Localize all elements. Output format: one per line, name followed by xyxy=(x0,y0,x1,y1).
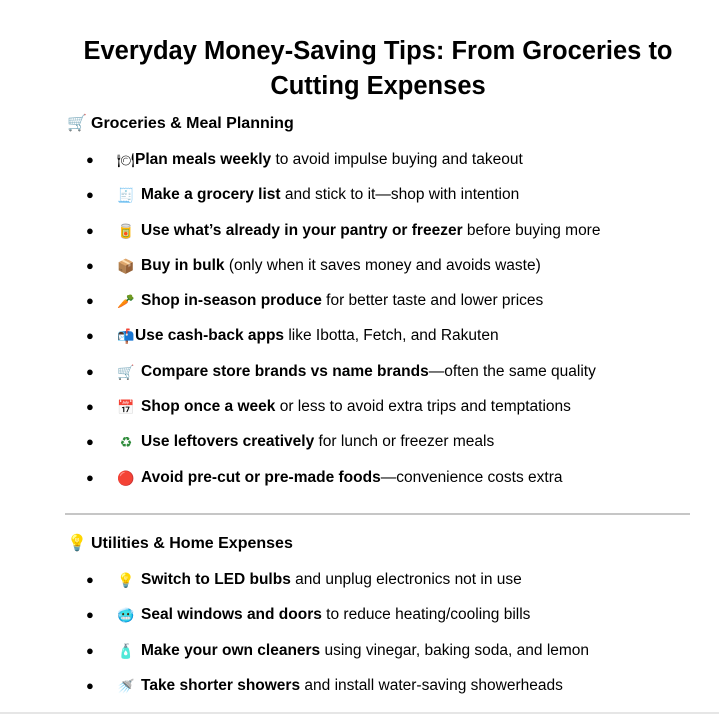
page-title: Everyday Money-Saving Tips: From Groceries to Cutting Expenses xyxy=(83,37,673,100)
tip-text xyxy=(141,605,530,625)
tip-bold-text: Make a grocery list xyxy=(141,186,281,204)
canned-food-icon: 🥫 xyxy=(117,222,135,239)
bullet-icon: ● xyxy=(86,607,94,623)
bullet-icon: ● xyxy=(86,363,94,379)
tip-text xyxy=(141,641,589,661)
bullet-icon: ● xyxy=(86,222,94,238)
tip-rest-text: —convenience costs extra xyxy=(380,468,563,486)
package-icon: 📦 xyxy=(117,257,135,274)
tip-rest-text: to avoid impulse buying and takeout xyxy=(271,151,523,168)
tip-text xyxy=(141,291,543,311)
section-divider xyxy=(65,513,690,515)
tip-text xyxy=(141,256,541,276)
tip-text xyxy=(141,397,571,417)
tip-bold-text: Seal windows and doors xyxy=(141,606,322,624)
tip-rest-text: to reduce heating/cooling bills xyxy=(321,606,531,624)
light-bulb-icon: 💡 xyxy=(117,572,135,588)
tip-bold-text: Avoid pre-cut or pre-made foods xyxy=(141,468,381,486)
cold-face-icon: 🥶 xyxy=(117,607,135,624)
tip-bold-text: Make your own cleaners xyxy=(141,641,321,659)
carrot-icon: 🥕 xyxy=(117,293,135,310)
tip-bold-text: Shop once a week xyxy=(141,398,276,416)
tip-text xyxy=(135,326,499,346)
recycle-icon: ♻ xyxy=(119,434,133,451)
shopping-cart-icon: 🛒 xyxy=(67,115,87,132)
tip-rest-text: using vinegar, baking soda, and lemon xyxy=(320,641,590,659)
tip-bold-text: Use what’s already in your pantry or freezer xyxy=(141,221,463,239)
tip-rest-text: like Ibotta, Fetch, and Rakuten xyxy=(284,327,499,345)
tip-rest-text: and stick to it—shop with intention xyxy=(280,186,520,204)
section-heading-utilities xyxy=(67,534,293,554)
tip-bold-text: Use leftovers creatively xyxy=(141,433,315,451)
bullet-icon: ● xyxy=(86,257,94,273)
bullet-icon: ● xyxy=(86,434,94,450)
tip-text xyxy=(141,221,600,241)
bullet-icon: ● xyxy=(86,152,94,167)
shopping-cart-icon: 🛒 xyxy=(117,363,135,380)
light-bulb-icon: 💡 xyxy=(67,535,87,552)
tip-rest-text: or less to avoid extra trips and temptations xyxy=(275,398,571,416)
tip-rest-text: for better taste and lower prices xyxy=(321,292,544,310)
tip-rest-text: —often the same quality xyxy=(428,362,596,380)
bullet-icon: ● xyxy=(86,469,94,485)
tip-text xyxy=(141,185,519,205)
mailbox-icon: 📬 xyxy=(117,328,135,345)
plate-icon: 🍽 xyxy=(117,152,135,168)
bullet-icon: ● xyxy=(86,399,94,415)
receipt-icon: 🧾 xyxy=(117,187,135,204)
tip-text xyxy=(141,468,563,488)
red-circle-icon: 🔴 xyxy=(117,469,135,486)
section-heading-text: Groceries & Meal Planning xyxy=(91,115,294,132)
tip-text xyxy=(141,362,596,382)
shower-icon: 🚿 xyxy=(117,677,135,694)
tip-text xyxy=(135,150,523,170)
tip-bold-text: Take shorter showers xyxy=(141,676,301,694)
tip-rest-text: (only when it saves money and avoids waste) xyxy=(224,256,541,274)
bullet-icon: ● xyxy=(86,642,94,658)
tip-bold-text: Shop in-season produce xyxy=(141,292,322,310)
tip-rest-text: for lunch or freezer meals xyxy=(314,433,495,451)
bullet-icon: ● xyxy=(86,677,94,693)
bullet-icon: ● xyxy=(86,187,94,203)
tip-bold-text: Use cash-back apps xyxy=(135,327,285,345)
tip-text xyxy=(141,432,494,452)
tip-bold-text: Buy in bulk xyxy=(141,256,225,274)
tip-text xyxy=(141,570,522,590)
tip-bold-text: Plan meals weekly xyxy=(135,151,272,168)
tip-text xyxy=(141,676,563,696)
bullet-icon: ● xyxy=(86,328,94,344)
bullet-icon: ● xyxy=(86,572,94,587)
tip-rest-text: and unplug electronics not in use xyxy=(290,571,522,588)
section-heading-groceries xyxy=(67,114,294,134)
tip-rest-text: and install water-saving showerheads xyxy=(300,676,563,694)
section-heading-text: Utilities & Home Expenses xyxy=(91,535,293,552)
tip-bold-text: Switch to LED bulbs xyxy=(141,571,291,588)
calendar-icon: 📅 xyxy=(117,399,135,416)
tip-rest-text: before buying more xyxy=(462,221,601,239)
lotion-bottle-icon: 🧴 xyxy=(117,642,135,659)
tip-bold-text: Compare store brands vs name brands xyxy=(141,362,429,380)
bullet-icon: ● xyxy=(86,293,94,309)
